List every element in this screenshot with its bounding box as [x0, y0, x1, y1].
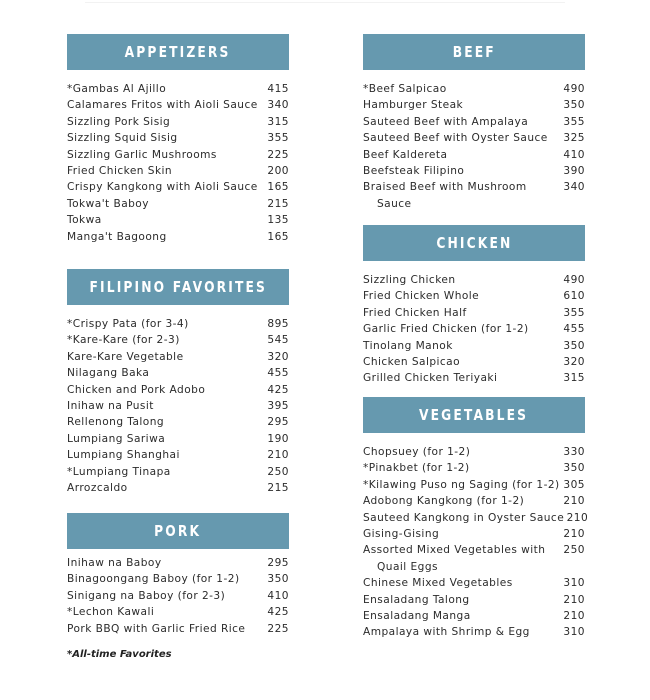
menu-item-name	[67, 229, 167, 245]
menu-item	[67, 163, 289, 179]
menu-item-name-text: *Crispy Pata (for 3-4)	[67, 318, 189, 330]
menu-item	[67, 604, 289, 620]
menu-item-name-text: Pork BBQ with Garlic Fried Rice	[67, 622, 246, 635]
menu-item	[363, 81, 585, 97]
menu-item-price: 350	[563, 99, 585, 112]
menu-item-name	[67, 555, 162, 571]
menu-item	[67, 398, 289, 414]
menu-item	[67, 431, 289, 447]
menu-item-name-text: Nilagang Baka	[67, 367, 150, 380]
menu-item-name	[67, 97, 258, 113]
menu-item-name	[67, 163, 172, 179]
menu-item-name-text: Inihaw na Baboy	[67, 557, 162, 569]
menu-item-name	[67, 349, 184, 365]
menu-item-price: 455	[563, 323, 585, 336]
menu-item-name	[363, 321, 529, 337]
menu-item-price: 210	[563, 610, 585, 623]
menu-list-chicken	[363, 272, 585, 387]
menu-item	[363, 179, 585, 212]
menu-item-name-text: Sizzling Pork Sisig	[67, 115, 171, 128]
menu-item	[67, 382, 289, 398]
menu-item	[67, 212, 289, 228]
menu-item-price: 315	[563, 372, 585, 385]
section-vegetables	[363, 397, 589, 641]
menu-item-name	[363, 130, 548, 146]
menu-item-name	[67, 114, 170, 130]
menu-item-price: 415	[267, 83, 289, 95]
menu-item-name-text: Sauteed Beef with Ampalaya	[363, 115, 529, 128]
menu-item-price: 390	[563, 165, 585, 178]
section-filipino-favorites	[67, 269, 289, 496]
menu-item	[67, 349, 289, 365]
menu-item	[363, 542, 585, 575]
menu-item-price: 895	[267, 318, 289, 330]
menu-item-name-text: Fried Chicken Whole	[363, 290, 480, 303]
menu-item-price: 295	[267, 416, 289, 429]
menu-item-name	[363, 147, 447, 163]
menu-item-price: 210	[566, 511, 589, 524]
menu-item-name-text: Sauteed Kangkong in Oyster Sauce	[363, 511, 565, 524]
menu-item-price: 215	[267, 197, 289, 210]
menu-item-price: 490	[563, 274, 585, 286]
menu-item-price: 350	[563, 462, 585, 475]
section-header-vegetables: VEGETABLES	[363, 397, 585, 433]
menu-item-price: 490	[563, 83, 585, 95]
menu-list-beef	[363, 81, 585, 212]
menu-item-name-text: Garlic Fried Chicken (for 1-2)	[363, 323, 529, 336]
menu-item-name	[363, 444, 470, 460]
menu-item	[67, 588, 289, 604]
menu-item-name-text: Kare-Kare Vegetable	[67, 350, 184, 363]
menu-item	[363, 624, 585, 640]
menu-item	[363, 592, 585, 608]
menu-item	[363, 526, 585, 542]
menu-item-name-text: Tokwa	[67, 214, 102, 227]
menu-item-price: 225	[267, 148, 289, 161]
menu-item-name-text: *Beef Salpicao	[363, 83, 447, 95]
menu-item-price: 455	[267, 367, 289, 380]
menu-item-price: 355	[563, 115, 585, 128]
menu-item-price: 545	[267, 334, 289, 347]
menu-item-name-continuation: Sauce	[377, 197, 412, 210]
menu-item	[363, 288, 585, 304]
menu-item-name-text: Beef Kaldereta	[363, 148, 448, 161]
menu-item-name	[67, 212, 102, 228]
menu-item-name-text: Fried Chicken Half	[363, 306, 467, 319]
section-header-pork: PORK	[67, 513, 289, 549]
menu-item-name	[67, 571, 240, 587]
menu-item-name-text: Tinolang Manok	[363, 339, 453, 352]
menu-item-price: 215	[267, 482, 289, 495]
menu-item-price: 395	[267, 400, 289, 413]
menu-item-name-text: *Gambas Al Ajillo	[67, 83, 167, 95]
menu-item-name	[67, 447, 180, 463]
menu-item-name-text: Ensaladang Manga	[363, 610, 471, 623]
menu-item-price: 320	[563, 356, 585, 369]
menu-item-price: 325	[563, 132, 585, 145]
menu-item-price: 210	[563, 593, 585, 606]
menu-item-name	[363, 163, 464, 179]
menu-item-name-text: Beefsteak Filipino	[363, 165, 465, 178]
menu-item-name-text: Manga't Bagoong	[67, 230, 167, 243]
menu-item	[67, 114, 289, 130]
menu-item	[363, 97, 585, 113]
menu-item-name	[363, 493, 524, 509]
menu-item-name	[67, 196, 149, 212]
menu-item-name-text: Sinigang na Baboy (for 2-3)	[67, 589, 226, 602]
menu-item-price: 200	[267, 165, 289, 178]
section-beef	[363, 34, 585, 212]
menu-item-name-text: Sizzling Garlic Mushrooms	[67, 148, 217, 161]
footnote-all-time-favorites: *All-time Favorites	[67, 649, 172, 660]
menu-item	[363, 130, 585, 146]
menu-item-name-text: Crispy Kangkong with Aioli Sauce	[67, 181, 258, 194]
menu-item-name-text: *Lumpiang Tinapa	[67, 465, 171, 478]
menu-item-name	[363, 97, 463, 113]
menu-item-name-text: Sizzling Squid Sisig	[67, 132, 178, 145]
section-header-appetizers: APPETIZERS	[67, 34, 289, 70]
menu-item	[363, 477, 585, 493]
menu-item-price: 425	[267, 383, 289, 396]
menu-item-name	[363, 305, 467, 321]
menu-item	[67, 464, 289, 480]
menu-item-name-text: Gising-Gising	[363, 528, 440, 541]
menu-item-name-text: Lumpiang Shanghai	[67, 449, 180, 462]
menu-item-name	[67, 621, 245, 637]
menu-item	[363, 370, 585, 386]
menu-item-price: 210	[563, 528, 585, 541]
menu-item-price: 225	[267, 622, 289, 635]
menu-item-price: 210	[267, 449, 289, 462]
menu-item-price: 165	[267, 230, 289, 243]
menu-item-price: 315	[267, 115, 289, 128]
menu-item-name	[363, 510, 564, 526]
menu-item-name-text: Sizzling Chicken	[363, 274, 456, 286]
menu-item-name-continuation: Quail Eggs	[377, 560, 438, 573]
menu-item-name	[67, 147, 217, 163]
menu-item-name-text: *Kilawing Puso ng Saging (for 1-2)	[363, 478, 560, 491]
menu-item-name	[363, 272, 456, 288]
menu-item-name	[363, 288, 479, 304]
menu-item	[363, 114, 585, 130]
menu-item-name-text: Lumpiang Sariwa	[67, 432, 166, 445]
menu-item-price: 305	[563, 478, 585, 491]
section-chicken	[363, 225, 585, 387]
menu-item-price: 320	[267, 350, 289, 363]
menu-item-price: 355	[563, 306, 585, 319]
menu-item-price: 210	[563, 495, 585, 508]
menu-item	[363, 354, 585, 370]
section-header-filipino-favorites: FILIPINO FAVORITES	[67, 269, 289, 305]
menu-item	[67, 147, 289, 163]
menu-item-price: 425	[267, 606, 289, 619]
menu-item	[363, 147, 585, 163]
menu-item-name-text: Chinese Mixed Vegetables	[363, 577, 513, 590]
section-header-chicken: CHICKEN	[363, 225, 585, 261]
menu-item	[363, 321, 585, 337]
menu-item	[67, 480, 289, 496]
menu-item	[67, 229, 289, 245]
menu-item-price: 340	[267, 99, 289, 112]
menu-item-name	[363, 592, 470, 608]
menu-item-name-text: *Kare-Kare (for 2-3)	[67, 334, 180, 347]
menu-item-price: 250	[563, 544, 585, 557]
menu-item-price: 410	[267, 589, 289, 602]
menu-item-name	[67, 332, 180, 348]
menu-item	[363, 608, 585, 624]
menu-item-name	[67, 414, 164, 430]
menu-item-name-text: Calamares Fritos with Aioli Sauce	[67, 99, 258, 112]
menu-item-name	[363, 354, 460, 370]
menu-item	[67, 130, 289, 146]
menu-item-name	[363, 114, 528, 130]
menu-item	[67, 571, 289, 587]
menu-item-name-text: Chopsuey (for 1-2)	[363, 446, 471, 458]
menu-item-name-text: Grilled Chicken Teriyaki	[363, 372, 498, 385]
menu-item-name-text: Tokwa't Baboy	[67, 197, 149, 210]
menu-item	[363, 493, 585, 509]
menu-item-price: 340	[563, 181, 585, 194]
menu-item-name	[67, 316, 189, 332]
menu-list-pork	[67, 555, 289, 637]
section-pork	[67, 513, 289, 637]
menu-item-name	[67, 588, 225, 604]
menu-item-name	[363, 81, 447, 97]
menu-item	[67, 414, 289, 430]
menu-item-name	[363, 575, 513, 591]
menu-item	[67, 179, 289, 195]
menu-item-name-text: Chicken Salpicao	[363, 356, 461, 369]
menu-item	[363, 510, 589, 526]
menu-item-name-text: Sauteed Beef with Oyster Sauce	[363, 132, 548, 145]
menu-list-filipino-favorites	[67, 316, 289, 496]
menu-item-name	[363, 477, 560, 493]
menu-item	[67, 621, 289, 637]
menu-item	[67, 365, 289, 381]
menu-item	[363, 163, 585, 179]
menu-list-vegetables	[363, 444, 589, 641]
menu-item-name	[67, 81, 166, 97]
menu-item	[363, 575, 585, 591]
menu-item-name-text: Inihaw na Pusit	[67, 400, 154, 413]
menu-item-name-text: *Lechon Kawali	[67, 606, 155, 619]
top-divider	[85, 2, 565, 3]
menu-item-name	[67, 382, 205, 398]
menu-list-appetizers	[67, 81, 289, 245]
menu-item-price: 190	[267, 432, 289, 445]
menu-item-price: 330	[563, 446, 585, 458]
menu-item-name	[363, 338, 453, 354]
menu-item-name-text: Assorted Mixed Vegetables with	[363, 544, 546, 557]
menu-item-price: 250	[267, 465, 289, 478]
menu-item-name	[363, 526, 439, 542]
section-appetizers	[67, 34, 289, 245]
menu-item-price: 165	[267, 181, 289, 194]
menu-item-name	[67, 398, 154, 414]
menu-item	[363, 305, 585, 321]
menu-item-name	[363, 460, 470, 476]
menu-item-price: 350	[267, 573, 289, 586]
menu-item-name	[363, 542, 545, 575]
menu-item-price: 310	[563, 626, 585, 639]
menu-item	[67, 332, 289, 348]
menu-item-name-text: Fried Chicken Skin	[67, 165, 173, 178]
menu-item-name	[67, 464, 171, 480]
menu-item-name	[363, 624, 530, 640]
menu-item	[363, 338, 585, 354]
menu-item	[67, 81, 289, 97]
menu-item-price: 135	[267, 214, 289, 227]
menu-item-price: 295	[267, 557, 289, 569]
menu-item-name-text: Ensaladang Talong	[363, 593, 470, 606]
menu-item-name	[363, 370, 497, 386]
section-header-beef: BEEF	[363, 34, 585, 70]
menu-item-name	[67, 604, 154, 620]
menu-item-name-text: Adobong Kangkong (for 1-2)	[363, 495, 525, 508]
menu-item-name	[67, 179, 258, 195]
menu-item-name	[363, 179, 527, 212]
menu-item	[67, 555, 289, 571]
menu-item-name-text: Arrozcaldo	[67, 482, 128, 495]
menu-item-price: 310	[563, 577, 585, 590]
menu-item-price: 355	[267, 132, 289, 145]
menu-item-name-text: Chicken and Pork Adobo	[67, 383, 206, 396]
menu-item	[67, 97, 289, 113]
menu-item-name-text: Binagoongang Baboy (for 1-2)	[67, 573, 240, 586]
menu-item	[363, 460, 585, 476]
menu-item-name-text: Hamburger Steak	[363, 99, 464, 112]
menu-item-name-text: Rellenong Talong	[67, 416, 165, 429]
menu-item-name-text: *Pinakbet (for 1-2)	[363, 462, 470, 475]
menu-item-name	[67, 431, 165, 447]
menu-item-price: 610	[563, 290, 585, 303]
menu-item	[363, 272, 585, 288]
menu-item-name	[67, 130, 178, 146]
menu-item	[67, 316, 289, 332]
menu-item-name	[363, 608, 471, 624]
menu-item-name-text: Braised Beef with Mushroom	[363, 181, 527, 194]
menu-item-name	[67, 365, 149, 381]
menu-item	[363, 444, 585, 460]
menu-item-name	[67, 480, 128, 496]
menu-item-price: 350	[563, 339, 585, 352]
menu-item-price: 410	[563, 148, 585, 161]
menu-item	[67, 196, 289, 212]
menu-item-name-text: Ampalaya with Shrimp & Egg	[363, 626, 530, 639]
menu-item	[67, 447, 289, 463]
